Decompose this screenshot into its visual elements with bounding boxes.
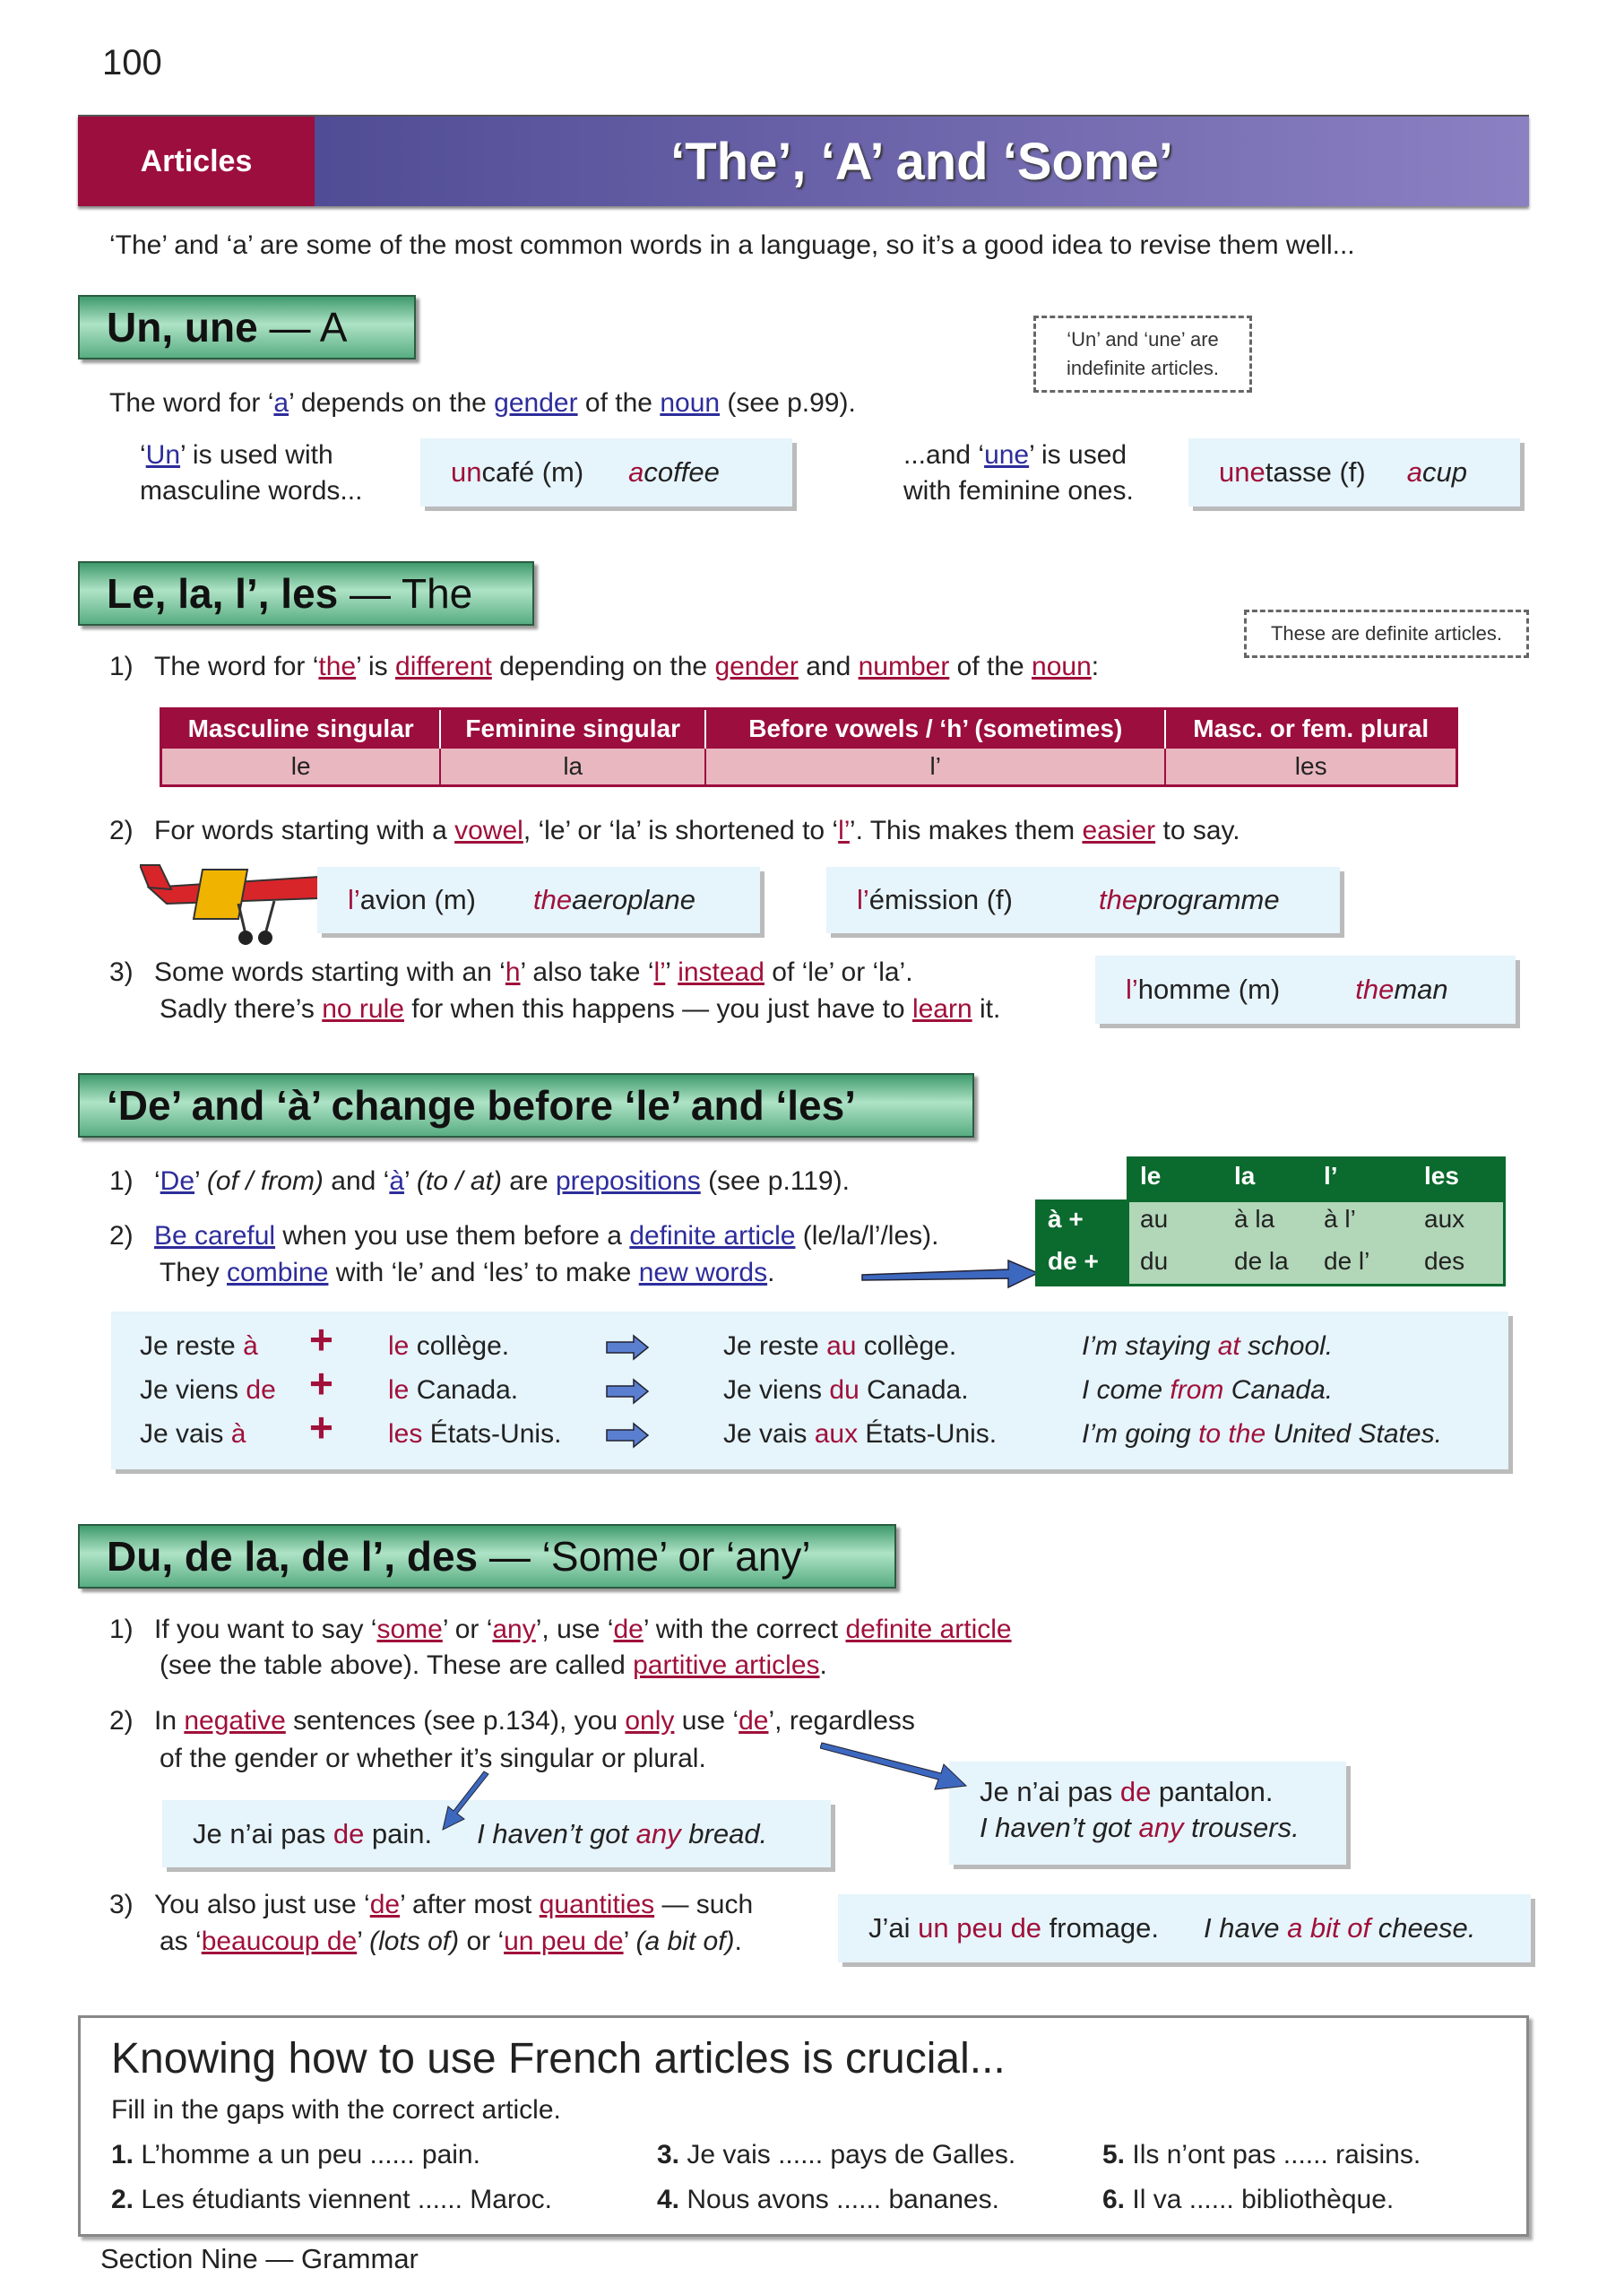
quiz-question [111, 2140, 480, 2170]
text-segment: Je viens [140, 1375, 246, 1405]
text-segment: Je viens [723, 1375, 830, 1405]
text-segment: negative [184, 1706, 286, 1736]
text-segment: fromage. [1041, 1912, 1160, 1944]
table-cell: du [1140, 1247, 1169, 1275]
text-segment: gender [494, 388, 578, 418]
text-segment: to the [1198, 1419, 1266, 1449]
example-article-noun [388, 1329, 509, 1364]
text-segment: depending on the [491, 652, 715, 681]
text-segment: I haven’t got [477, 1817, 636, 1849]
text-segment: J’ai [868, 1912, 919, 1944]
question-number: 3. [657, 2140, 680, 2169]
question-text: Je vais ...... pays de Galles. [687, 2140, 1016, 2169]
text-segment: In [154, 1706, 185, 1736]
text-segment: . [734, 1927, 742, 1956]
text-segment: noun [660, 388, 721, 418]
text-segment: of the [949, 652, 1032, 681]
text-segment: ...and ‘ [903, 440, 985, 470]
text-segment: it. [972, 994, 1001, 1024]
text-segment: — such [654, 1890, 754, 1919]
quiz-box [78, 2015, 1529, 2237]
s4-item1 [109, 1612, 1012, 1648]
text-segment: ’, regardless [768, 1706, 915, 1736]
text-segment: only [625, 1706, 675, 1736]
text-segment: . [767, 1258, 775, 1287]
en-word: aeroplane [572, 884, 695, 915]
fr-sentence [193, 1818, 432, 1850]
text-segment: (see the table above). These are called [160, 1650, 634, 1680]
item-number: 2) [109, 1706, 134, 1736]
row-label: à + [1048, 1205, 1084, 1233]
fr-word: café (m) [481, 456, 584, 488]
en-article: the [532, 884, 573, 915]
item-text [154, 816, 1240, 845]
text-segment: Je reste [140, 1331, 244, 1361]
table-header: Before vowels / ‘h’ (sometimes) [705, 709, 1165, 749]
text-segment: ’ also take ‘ [520, 957, 654, 987]
example-result [723, 1373, 969, 1408]
text-segment: learn [911, 994, 972, 1024]
text-segment: l’ [838, 816, 850, 845]
example-article-noun [388, 1416, 561, 1452]
text-segment: à [230, 1419, 246, 1449]
text-segment: combine [227, 1258, 329, 1287]
quiz-title: Knowing how to use French articles is crucial... [111, 2035, 1006, 2083]
example-translation [1082, 1373, 1333, 1408]
text-segment: le [388, 1331, 410, 1361]
example-box-emission [826, 867, 1340, 933]
s4-item2 [109, 1703, 915, 1739]
text-segment: I haven’t got [980, 1812, 1139, 1843]
s3-item2-line2 [160, 1255, 774, 1291]
quiz-question [1102, 2140, 1421, 2170]
text-segment: l’ [653, 957, 666, 987]
text-segment: Je n’ai pas [980, 1776, 1120, 1807]
column-header: les [1424, 1162, 1459, 1190]
example-box-pain [162, 1800, 831, 1867]
text-segment: ’ [404, 1166, 417, 1196]
s4-item3-line2 [160, 1924, 742, 1960]
text-segment: beaucoup de [201, 1927, 358, 1956]
text-segment: any [492, 1615, 536, 1644]
text-segment: . [819, 1650, 827, 1680]
text-segment: any [635, 1817, 681, 1849]
example-box-homme [1095, 956, 1516, 1024]
s4-item1-line2 [160, 1648, 827, 1684]
text-segment: new words [638, 1258, 768, 1287]
text-segment: de [246, 1375, 276, 1405]
text-segment: bread. [680, 1817, 768, 1849]
text-segment: sentences (see p.134), you [285, 1706, 626, 1736]
question-number: 6. [1102, 2185, 1126, 2214]
question-number: 5. [1102, 2140, 1126, 2169]
s2-item3 [109, 955, 913, 991]
example-article-noun [388, 1373, 518, 1408]
text-segment: à [389, 1166, 405, 1196]
text-segment: collège. [409, 1331, 510, 1361]
text-segment: instead [678, 957, 764, 987]
item-number: 3) [109, 1890, 134, 1919]
text-segment: Je vais [723, 1419, 815, 1449]
example-box-pantalon [949, 1762, 1346, 1865]
column-header: l’ [1324, 1162, 1338, 1190]
text-segment: (le/la/l’/les). [795, 1221, 939, 1251]
example-box-fromage [838, 1894, 1531, 1962]
heading-text: Le, la, l’, les [107, 570, 339, 617]
text-segment: are [501, 1166, 556, 1196]
text-segment: If you want to say ‘ [154, 1615, 377, 1644]
text-segment: Canada. [409, 1375, 519, 1405]
text-segment: De [160, 1166, 195, 1196]
table-cell: aux [1424, 1205, 1465, 1233]
text-segment: use ‘ [674, 1706, 739, 1736]
table-cell: de la [1234, 1247, 1289, 1275]
heading-suffix: — The [338, 570, 473, 617]
text-segment: They [160, 1258, 228, 1287]
table-header: Masculine singular [161, 709, 441, 749]
text-segment: Je n’ai pas [193, 1817, 333, 1849]
table-cell: la [440, 749, 705, 786]
text-segment: at [1217, 1331, 1240, 1361]
item-text [154, 1890, 753, 1919]
table-cell: de l’ [1324, 1247, 1370, 1275]
text-segment: vowel [454, 816, 523, 845]
fr-article: l’ [1126, 974, 1138, 1005]
note-definite: These are definite articles. [1244, 610, 1529, 658]
text-segment: ’ [665, 957, 678, 987]
en-article: a [1406, 456, 1422, 488]
item-number: 2) [109, 1221, 134, 1251]
question-text: Les étudiants viennent ...... Maroc. [141, 2185, 552, 2214]
text-segment: I come [1082, 1375, 1170, 1405]
s4-item3 [109, 1887, 753, 1923]
text-segment: I have [1204, 1912, 1288, 1944]
example-box-avion [317, 867, 760, 933]
text-segment: (see p.119). [700, 1166, 850, 1196]
text-segment: une [984, 440, 1030, 470]
text-segment: Canada. [1223, 1375, 1334, 1405]
item-number: 3) [109, 957, 134, 987]
item-number: 1) [109, 1166, 134, 1196]
en-word: cup [1421, 456, 1467, 488]
question-number: 4. [657, 2185, 680, 2214]
text-segment: The word for ‘ [154, 652, 319, 681]
text-segment: United States. [1266, 1419, 1442, 1449]
fr-sentence [980, 1774, 1346, 1810]
en-sentence [477, 1818, 767, 1850]
table-cell: à l’ [1324, 1205, 1356, 1233]
section-heading-le-la-les [78, 561, 534, 626]
text-segment: Un [145, 440, 181, 470]
s4-item2-line2: of the gender or whether it’s singular or plural. [160, 1744, 706, 1773]
plus-icon: + [309, 1316, 333, 1363]
row-label: de + [1048, 1247, 1099, 1275]
text-segment: , ‘le’ or ‘la’ is shortened to ‘ [523, 816, 839, 845]
fr-word: homme (m) [1137, 974, 1281, 1005]
heading-text: Du, de la, de l’, des [107, 1533, 479, 1580]
text-segment: ’ [623, 1927, 636, 1956]
item-text [154, 1706, 915, 1736]
en-article: the [1098, 884, 1138, 915]
example-verb [140, 1329, 258, 1364]
text-segment: ’, use ‘ [535, 1615, 614, 1644]
item-text [154, 1615, 1012, 1644]
text-segment: to say. [1155, 816, 1240, 845]
s3-item1 [109, 1164, 850, 1199]
text-segment: ‘ [140, 440, 146, 470]
fr-article: l’ [348, 884, 360, 915]
en-word: man [1394, 974, 1448, 1005]
en-sentence [1204, 1912, 1475, 1944]
item-text [154, 957, 913, 987]
item-text [154, 1221, 938, 1251]
item-number: 1) [109, 1615, 134, 1644]
text-segment: Canada. [859, 1375, 969, 1405]
item-number: 2) [109, 816, 134, 845]
table-cell: des [1424, 1247, 1465, 1275]
text-segment: quantities [539, 1890, 655, 1919]
aeroplane-icon [140, 852, 337, 950]
question-number: 2. [111, 2185, 134, 2214]
text-segment: pain. [364, 1817, 433, 1849]
text-segment: les [388, 1419, 423, 1449]
question-text: Il va ...... bibliothèque. [1132, 2185, 1395, 2214]
text-segment: : [1091, 652, 1100, 681]
heading-suffix: — A [257, 304, 348, 351]
text-segment: with ‘le’ and ‘les’ to make [328, 1258, 639, 1287]
text-segment: pantalon. [1151, 1776, 1274, 1807]
text-segment: school. [1240, 1331, 1334, 1361]
question-text: Ils n’ont pas ...... raisins. [1132, 2140, 1421, 2169]
text-segment: ’ [194, 1166, 207, 1196]
item-text [154, 652, 1099, 681]
en-word: programme [1137, 884, 1280, 915]
quiz-question [657, 2140, 1015, 2170]
text-segment: I’m staying [1082, 1331, 1218, 1361]
en-sentence [980, 1810, 1346, 1846]
text-segment: un peu de [918, 1912, 1042, 1944]
text-segment: definite article [629, 1221, 796, 1251]
text-segment: any [1138, 1812, 1184, 1843]
arrow-icon [605, 1334, 650, 1371]
text-segment: partitive articles [633, 1650, 820, 1680]
masc-note-line2: masculine words... [140, 476, 363, 506]
table-cell: le [161, 749, 441, 786]
text-segment: I’m going [1082, 1419, 1199, 1449]
text-segment: the [318, 652, 357, 681]
text-segment: Je vais [140, 1419, 231, 1449]
text-segment: when you use them before a [275, 1221, 630, 1251]
text-segment: (see p.99). [720, 388, 856, 418]
table-header: Masc. or fem. plural [1165, 709, 1456, 749]
text-segment: ’. This makes them [849, 816, 1083, 845]
column-header: le [1140, 1162, 1162, 1190]
section-heading-partitive [78, 1524, 896, 1589]
text-segment: ‘ [154, 1166, 160, 1196]
text-segment: You also just use ‘ [154, 1890, 370, 1919]
fr-article: un [451, 456, 482, 488]
text-segment: noun [1032, 652, 1092, 681]
text-segment: ’ with the correct [643, 1615, 846, 1644]
example-verb [140, 1416, 246, 1452]
example-box-une-tasse [1188, 438, 1520, 507]
fr-article: l’ [857, 884, 869, 915]
quiz-instruction: Fill in the gaps with the correct article. [111, 2095, 561, 2125]
text-segment: au [826, 1331, 857, 1361]
text-segment: for when this happens — you just have to [403, 994, 912, 1024]
text-segment: États-Unis. [422, 1419, 562, 1449]
page-number: 100 [102, 43, 162, 82]
text-segment: a [273, 388, 289, 418]
table-cell: à la [1234, 1205, 1275, 1233]
text-segment: ’ or ‘ [442, 1615, 493, 1644]
text-segment: and [798, 652, 859, 681]
text-segment: de [1119, 1776, 1152, 1807]
fr-word: émission (f) [868, 884, 1013, 915]
example-translation [1082, 1329, 1333, 1364]
text-segment: le [388, 1375, 410, 1405]
section-heading-un-une [78, 295, 416, 359]
text-segment: or ‘ [459, 1927, 505, 1956]
masc-note-line1 [140, 437, 333, 473]
item-text [154, 1166, 850, 1196]
plus-icon: + [309, 1404, 333, 1451]
en-article: the [1355, 974, 1395, 1005]
s2-item3-line2 [160, 992, 1000, 1027]
table-cell: au [1140, 1205, 1169, 1233]
section-label: Articles [78, 117, 315, 206]
s2-item2 [109, 813, 1240, 849]
text-segment: The word for ‘ [109, 388, 274, 418]
footer-section: Section Nine — Grammar [100, 2243, 419, 2274]
text-segment: gender [714, 652, 799, 681]
text-segment: de [613, 1615, 644, 1644]
page-title: ‘The’, ‘A’ and ‘Some’ [670, 132, 1173, 191]
question-number: 1. [111, 2140, 134, 2169]
question-text: Nous avons ...... bananes. [687, 2185, 999, 2214]
text-segment: ’ after most [400, 1890, 540, 1919]
note-indefinite [1033, 316, 1252, 393]
text-segment: ’ is used with [180, 440, 333, 470]
fem-note-line1 [903, 437, 1127, 473]
example-box-un-cafe [420, 438, 792, 507]
text-segment: (to / at) [416, 1166, 502, 1196]
page-header [78, 115, 1529, 206]
arrow-icon [439, 1771, 493, 1833]
example-result [723, 1329, 956, 1364]
quiz-question [657, 2185, 999, 2215]
arrow-icon [605, 1422, 650, 1459]
text-segment: of the [577, 388, 661, 418]
plus-icon: + [309, 1360, 333, 1407]
quiz-question [111, 2185, 552, 2215]
item-number: 1) [109, 652, 134, 681]
fr-article: une [1219, 456, 1266, 488]
text-segment: a bit of [1287, 1912, 1371, 1944]
text-segment: collège. [856, 1331, 957, 1361]
en-article: a [628, 456, 644, 488]
text-segment: definite article [845, 1615, 1012, 1644]
en-word: coffee [644, 456, 720, 488]
text-segment: (a bit of) [635, 1927, 735, 1956]
text-segment: Some words starting with an ‘ [154, 957, 505, 987]
text-segment: à [243, 1331, 258, 1361]
text-segment: as ‘ [160, 1927, 202, 1956]
text-segment: aux [814, 1419, 859, 1449]
text-segment: ’ is used [1029, 440, 1127, 470]
quiz-question [1102, 2185, 1394, 2215]
heading-text: Un, une [107, 304, 258, 351]
contraction-table [1035, 1156, 1506, 1286]
text-segment: For words starting with a [154, 816, 455, 845]
text-segment: de [739, 1706, 769, 1736]
fr-word: avion (m) [359, 884, 476, 915]
text-segment: some [376, 1615, 443, 1644]
text-segment: no rule [322, 994, 404, 1024]
text-segment: ’ is [356, 652, 396, 681]
table-cell: les [1165, 749, 1456, 786]
section-heading-de-a: ‘De’ and ‘à’ change before ‘le’ and ‘les’ [78, 1073, 974, 1138]
definite-articles-table [160, 707, 1458, 787]
text-segment: du [829, 1375, 860, 1405]
table-cell: l’ [705, 749, 1165, 786]
text-segment: from [1170, 1375, 1224, 1405]
example-translation [1082, 1416, 1442, 1452]
text-segment: of ‘le’ or ‘la’. [764, 957, 913, 987]
fr-sentence [868, 1912, 1159, 1944]
s2-item1 [109, 649, 1099, 685]
text-segment: h [505, 957, 521, 987]
text-segment: Sadly there’s [160, 994, 323, 1024]
arrow-icon [605, 1378, 650, 1415]
arrow-icon [820, 1739, 968, 1793]
example-verb [140, 1373, 276, 1408]
text-segment: États-Unis. [858, 1419, 998, 1449]
text-segment: un peu de [504, 1927, 624, 1956]
example-result [723, 1416, 997, 1452]
text-segment: (of / from) [206, 1166, 324, 1196]
text-segment: ’ [357, 1927, 370, 1956]
intro-text: ‘The’ and ‘a’ are some of the most common words in a language, so it’s a good idea to revise them well... [109, 230, 1355, 260]
s1-explanation [109, 385, 856, 421]
text-segment: easier [1082, 816, 1156, 845]
fem-note-line2: with feminine ones. [903, 476, 1134, 506]
text-segment: de [369, 1890, 401, 1919]
text-segment: and ‘ [323, 1166, 390, 1196]
table-header: Feminine singular [440, 709, 705, 749]
text-segment: cheese. [1370, 1912, 1476, 1944]
text-segment: ’ depends on the [289, 388, 495, 418]
text-segment: de [333, 1817, 365, 1849]
text-segment: number [858, 652, 950, 681]
text-segment: trousers. [1183, 1812, 1300, 1843]
text-segment: (lots of) [369, 1927, 460, 1956]
s3-item2 [109, 1218, 938, 1254]
question-text: L’homme a un peu ...... pain. [141, 2140, 480, 2169]
arrow-icon [860, 1255, 1040, 1291]
column-header: la [1234, 1162, 1256, 1190]
heading-suffix: — ‘Some’ or ‘any’ [478, 1533, 811, 1580]
fr-word: tasse (f) [1265, 456, 1366, 488]
note-line: ‘Un’ and ‘une’ are [1067, 328, 1219, 351]
text-segment: Be careful [154, 1221, 276, 1251]
text-segment: different [395, 652, 492, 681]
note-line: indefinite articles. [1067, 357, 1219, 379]
text-segment: Je reste [723, 1331, 827, 1361]
text-segment: prepositions [555, 1166, 701, 1196]
